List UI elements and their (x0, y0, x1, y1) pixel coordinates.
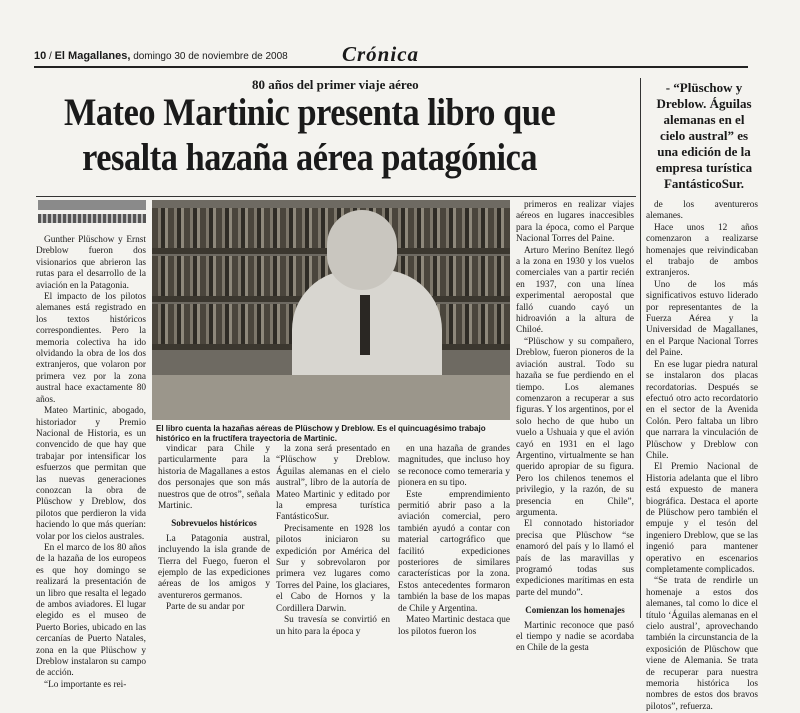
section-title: Crónica (342, 42, 420, 66)
person-head (327, 210, 397, 290)
subheading: Comienzan los homenajes (525, 605, 625, 616)
subheading: Sobrevuelos históricos (171, 518, 257, 529)
issue-date: domingo 30 de noviembre de 2008 (133, 51, 288, 62)
article-column-6: de los aventureros alemanes. Hace unos 12 años comenzaron a realizarse homenajes que reivindicaban el trabajo de ambos extranjeros. Uno de los más significativos estuvo liderado por representantes de la Fuerza Aérea y la Universidad de Magallanes, en el Parque Nacional Torres del Paine. En ese lugar piedra natural se instalaron dos placas recordatorias. Después se efectuó otro acto recordatorio en el sector de la Avenida Colón. Pero faltaba un libro que narrara la vinculación de Plüschow y Dreblow con Chile. El Premio Nacional de Historia adelanta que el libro está expuesto de manera biográfica. Destaca el aporte de Plüschow pero también el empuje y el tesón del ingeniero Dreblow, que se las ingenió para mantener operativo en escenarios completamente complicados. “Se trata de rendirle un homenaje a estos dos alemanes, tal como lo dice el título ‘Águilas alemanas en el cielo austral’, aprovechando también la circunstancia de la exposición de Plüschow que viene de Alemania. Se trata de recuperar para nuestra memoria histórica los nombres de estos dos bravos pilotos”, refuerza. (646, 200, 758, 712)
article-photo (152, 200, 510, 420)
page-number: 10 (34, 50, 47, 62)
article-column-2: vindicar para Chile y particularmente para la historia de Magallanes a estos dos personajes que son más nuestros que de otros”, señala Martinic. Sobrevuelos históricos La Patagonia austral, incluyendo la isla grande de Tierra del Fuego, fueron el ejemplo de las expediciones aéreas de los amigos y aventureros germanos. Parte de su andar por (158, 444, 270, 613)
byline-author (38, 200, 146, 210)
column-divider (640, 78, 641, 618)
byline-email (38, 214, 146, 223)
divider (36, 196, 636, 197)
header-dateline: 10 / El Magallanes, domingo 30 de noviembre de 2008 (34, 50, 288, 62)
newspaper-name: El Magallanes, (54, 50, 131, 62)
article-column-5: primeros en realizar viajes aéreos en lugares inaccesibles para la época, como el Parque Nacional Torres del Paine. Arturo Merino Benítez llegó a la zona en 1930 y los vuelos comerciales van a partir recién en 1937, con una línea experimental aeropostal que falló cuando cayó un hidroavión a la altura de Chiloé. “Plüschow y su compañero, Dreblow, fueron pioneros de la aviación austral. Todo su hazaña se fue perdiendo en el tiempo. Los alemanes comenzaron a recuperar a sus figuras. Y los argentinos, por el solo hecho de que hubo un vuelo a Ushuaia y que el avión cayó en 1931 en el lago Argentino, virtualmente se han querido apropiar de su figura. Pero los chilenos tenemos el privilegio, y la razón, de su presencia en Chile”, argumenta. El connotado historiador precisa que Plüschow “se enamoró del país y lo llamó el país de las maravillas y programó todas sus expediciones marítimas en esta parte del mundo”. Comienzan los homenajes Martinic reconoce que pasó el tiempo y nadie se acordaba en Chile de la gesta (516, 200, 634, 654)
photo-caption: El libro cuenta la hazañas aéreas de Plüschow y Dreblow. Es el quincuagésimo trabajo histórico en la fructífera trayectoria de Martinic. (156, 424, 486, 443)
headline: Mateo Martinic presenta libro que resalta hazaña aérea patagónica (63, 91, 556, 179)
article-column-4: en una hazaña de grandes magnitudes, que incluso hoy se reconoce como temeraria y pionera en su tipo. Este emprendimiento permitió abrir paso a la aviación comercial, pero también ayudó a contar con material cartográfico que facilitó expediciones posteriores de similares características por la zona. Estos antecedentes formaron también la base de los mapas de Chile y Argentina. Mateo Martinic destaca que los pilotos fueron los (398, 444, 510, 637)
sidebar-callout: - “Plüschow y Dreblow. Águilas alemanas en el cielo austral” es una edición de la empresa turística FantásticoSur. (655, 80, 753, 191)
kicker: 80 años del primer viaje aéreo (252, 77, 419, 92)
article-column-3: la zona será presentado en “Plüschow y Dreblow. Águilas alemanas en el cielo austral”, libro de la autoría de Mateo Martinic y editado por la empresa turística FantásticoSur. Precisamente en 1928 los pilotos iniciaron su expedición por América del Sur y sobrevolaron por primera vez lugares como Torres del Paine, los glaciares, el Cabo de Hornos y la Cordillera Darwin. Su travesía se convirtió en un hito para la época y (276, 444, 390, 637)
page-header (34, 44, 748, 68)
byline (38, 200, 146, 228)
article-column-1: Gunther Plüschow y Ernst Dreblow fueron dos visionarios que abrieron las rutas para el desarrollo de la aviación en la Patagonia. El impacto de los pilotos alemanes está registrado en los textos históricos correspondientes. Pero la memoria colectiva ha ido olvidando la obra de los dos extranjeros, que volaron por primera vez por la zona austral hace exactamente 80 años. Mateo Martinic, abogado, historiador y Premio Nacional de Historia, es un convencido de que hay que trabajar por intensificar los esfuerzos que permitan que las nuevas generaciones conozcan la obra de Plüschow y Dreblow, dos pilotos que perdieron la vida haciendo lo que más querían: volar por los cielos australes. En el marco de los 80 años de la hazaña de los europeos es que hoy domingo se realizará la presentación de un libro que resalta el legado de ambos aviadores. El lugar elegido es el museo de Puerto Bories, ubicado en las cercanías de Puerto Natales, zona en la que Plüschow y Dreblow instalaron su campo de acción. “Lo importante es rei- (36, 235, 146, 690)
